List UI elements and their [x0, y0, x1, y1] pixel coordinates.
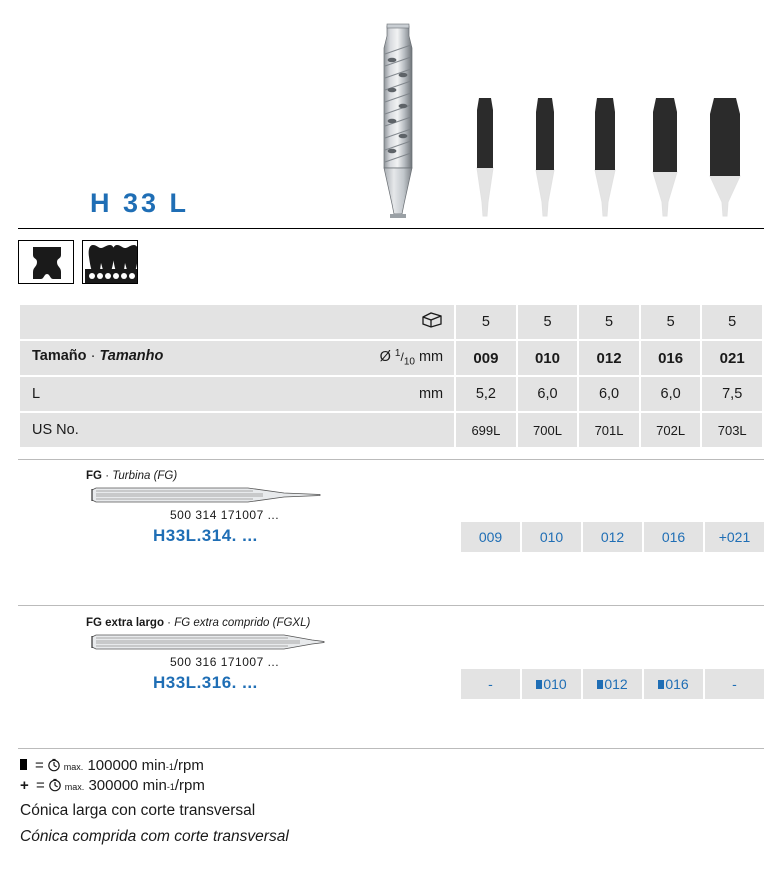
- variant-fgxl-title-ital: FG extra comprido (FGXL): [174, 617, 311, 629]
- frac-den: 10: [403, 356, 415, 368]
- variant-fgxl-cell[interactable]: [522, 669, 581, 699]
- legend-row-100k: [20, 757, 760, 774]
- legend-speed-value: 100000 min: [87, 757, 166, 774]
- pack-qty-cell: 5: [579, 305, 639, 339]
- plus-icon: +: [20, 777, 29, 794]
- variant-fg-codeline: [18, 522, 764, 554]
- silhouette-021: [695, 90, 755, 220]
- variant-fg: [18, 470, 764, 554]
- divider-variant-1: [18, 459, 764, 460]
- bur-shape-icon: [18, 240, 74, 284]
- box-icon: [421, 312, 453, 332]
- speed-square-icon: [597, 680, 603, 689]
- speed-square-icon: [20, 759, 27, 770]
- divider-top: [18, 228, 764, 229]
- variant-fgxl-cell-text: 010: [543, 676, 567, 692]
- usno-label: US No.: [32, 422, 79, 438]
- table-row-packaging: [20, 305, 762, 339]
- page-title: H 33 L: [90, 188, 190, 218]
- variant-fgxl-shank-illustration: [88, 629, 328, 655]
- legend-max-label: max.: [64, 782, 85, 792]
- usno-value-cell: 699L: [456, 413, 516, 447]
- size-value-cell: 012: [579, 341, 639, 375]
- size-label-sep: ·: [90, 348, 96, 365]
- length-label-cell: [20, 377, 454, 411]
- variant-fg-cell[interactable]: 012: [583, 522, 642, 552]
- pack-qty-cell: 5: [518, 305, 578, 339]
- usno-value-cell: 701L: [579, 413, 639, 447]
- description-pt: Cónica comprida com corte transversal: [20, 828, 289, 845]
- variant-fg-reference: 500 314 171007 ...: [170, 508, 280, 522]
- variant-fgxl-cells: [461, 669, 764, 699]
- legend-speed-exp: -1: [165, 762, 174, 772]
- size-silhouettes: [455, 90, 765, 220]
- variant-fgxl-cell[interactable]: [583, 669, 642, 699]
- variant-fg-cell[interactable]: +021: [705, 522, 764, 552]
- size-unit-label: Ø $^1/_{10}$ mm: [379, 348, 444, 368]
- variant-fgxl-cell[interactable]: [461, 669, 520, 699]
- table-row-length: [20, 377, 762, 411]
- indication-icon: [82, 240, 138, 284]
- clock-icon: [47, 757, 61, 773]
- legend-speed-unit: /rpm: [173, 757, 204, 774]
- size-label-es: Tamaño: [32, 348, 87, 365]
- pack-qty-cell: 5: [641, 305, 701, 339]
- variant-fgxl-title: [18, 617, 764, 629]
- length-value-cell: 5,2: [456, 377, 516, 411]
- pack-qty-cell: 5: [456, 305, 516, 339]
- legend-speed-value: 300000 min: [88, 777, 167, 794]
- variant-fg-shank-illustration: [88, 482, 328, 508]
- variant-fgxl-reference: 500 316 171007 ...: [170, 655, 280, 669]
- size-value-cell: 021: [702, 341, 762, 375]
- length-unit: mm: [418, 386, 444, 402]
- size-value-cell: 009: [456, 341, 516, 375]
- main-bur-illustration: [368, 18, 428, 218]
- usno-value-cell: 702L: [641, 413, 701, 447]
- variant-fgxl-cell[interactable]: [644, 669, 703, 699]
- variant-fgxl-codeline: [18, 669, 764, 701]
- silhouette-012: [575, 90, 635, 220]
- variant-fgxl-cell-text: 016: [665, 676, 689, 692]
- variant-fg-title-main: FG: [86, 470, 102, 482]
- variant-fgxl-cell[interactable]: [705, 669, 764, 699]
- clock-icon: [48, 777, 62, 793]
- diameter-symbol: Ø: [379, 349, 391, 366]
- size-label-pt: Tamanho: [99, 348, 164, 365]
- table-row-usno: [20, 413, 762, 447]
- length-label: L: [32, 386, 41, 402]
- variant-fgxl-cell-text: 012: [604, 676, 628, 692]
- length-value-cell: 6,0: [579, 377, 639, 411]
- variant-fgxl: [18, 617, 764, 701]
- footer-legend: [20, 757, 760, 846]
- length-value-cell: 6,0: [641, 377, 701, 411]
- pack-qty-cell: 5: [702, 305, 762, 339]
- variant-fg-title-ital: Turbina (FG): [112, 470, 178, 482]
- illustration-band: [0, 0, 782, 228]
- legend-equals: =: [36, 777, 45, 794]
- size-value-cell: 010: [518, 341, 578, 375]
- packaging-label-cell: [20, 305, 454, 339]
- size-label-cell: [20, 341, 454, 375]
- size-value-cell: 016: [641, 341, 701, 375]
- icon-row: [18, 240, 138, 284]
- length-value-cell: 6,0: [518, 377, 578, 411]
- variant-fgxl-title-main: FG extra largo: [86, 617, 164, 629]
- spec-table: [18, 303, 764, 449]
- variant-fg-cell[interactable]: 016: [644, 522, 703, 552]
- variant-fg-cells: [461, 522, 764, 552]
- variant-fg-cell[interactable]: 010: [522, 522, 581, 552]
- description-es: Cónica larga con corte transversal: [20, 802, 256, 819]
- table-row-size: [20, 341, 762, 375]
- legend-max-label: max.: [63, 762, 84, 772]
- usno-value-cell: 700L: [518, 413, 578, 447]
- variant-fgxl-title-sep: ·: [167, 617, 172, 629]
- legend-equals: =: [35, 757, 44, 774]
- unit-mm: mm: [418, 349, 444, 366]
- legend-row-300k: [20, 777, 760, 794]
- silhouette-010: [515, 90, 575, 220]
- silhouette-016: [635, 90, 695, 220]
- speed-square-icon: [536, 680, 542, 689]
- variant-fg-code: H33L.314. ...: [153, 526, 258, 545]
- length-value-cell: 7,5: [702, 377, 762, 411]
- legend-speed-exp: -1: [166, 782, 175, 792]
- variant-fg-title: [18, 470, 764, 482]
- variant-fgxl-cell-text: -: [732, 676, 737, 692]
- legend-speed-unit: /rpm: [174, 777, 205, 794]
- divider-variant-2: [18, 605, 764, 606]
- usno-value-cell: 703L: [702, 413, 762, 447]
- variant-fgxl-code: H33L.316. ...: [153, 673, 258, 692]
- silhouette-009: [455, 90, 515, 220]
- variant-fgxl-cell-text: -: [488, 676, 493, 692]
- variant-fg-cell[interactable]: 009: [461, 522, 520, 552]
- divider-footer: [18, 748, 764, 749]
- variant-fg-title-sep: ·: [105, 470, 110, 482]
- usno-label-cell: [20, 413, 454, 447]
- frac-num: 1: [394, 348, 401, 360]
- speed-square-icon: [658, 680, 664, 689]
